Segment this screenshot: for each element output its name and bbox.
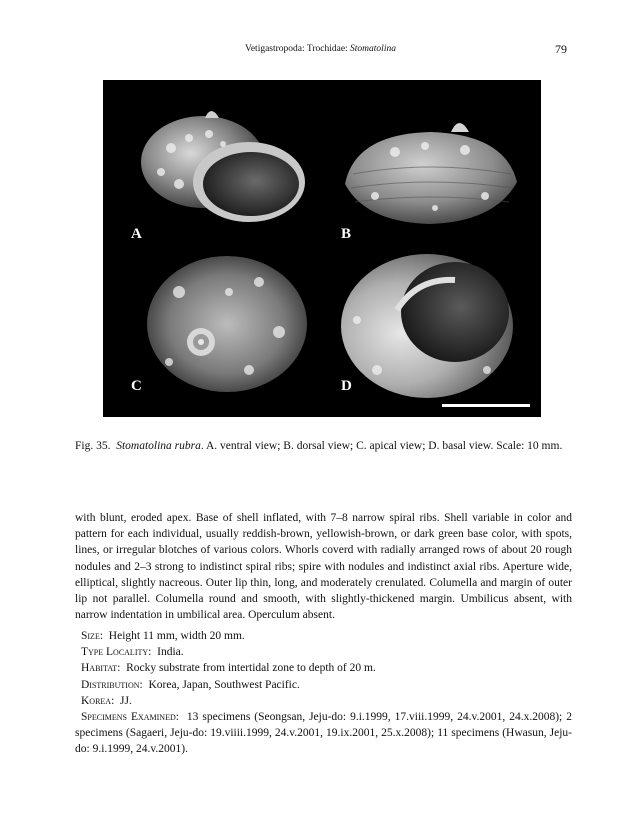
field-value: Rocky substrate from intertidal zone to depth of 20 m.	[126, 662, 376, 675]
field-distribution: Distribution: Korea, Japan, Southwest Pacific.	[81, 678, 300, 691]
field-key: Specimens Examined	[81, 711, 176, 724]
description-paragraph: with blunt, eroded apex. Base of shell inflated, with 7–8 narrow spiral ribs. Shell variable in color and pattern for each individual, usually reddish-brown, yellowish-brown, or dark green base color, with spots, lines, or irregular blotches of various colors. Whorls coverd with radially arranged rows of about 20 rough nodules and 2–3 strong to indistinct spiral ribs; spire with nodules and indistinct axial ribs. Aperture wide, elliptical, slightly nacreous. Outer lip thin, long, and moderately crenulated. Columella and margin of outer lip not parallel. Columella round and smooth, with slightly-thickened margin. Umbilicus absent, with narrow indentation in umbilical area. Operculum absent.	[75, 512, 572, 622]
field-value: JJ.	[120, 694, 132, 707]
running-title-prefix: Vetigastropoda: Trochidae:	[245, 44, 351, 54]
field-size: Size: Height 11 mm, width 20 mm.	[81, 630, 245, 642]
field-specimens-examined: Specimens Examined: 13 specimens (Seongsan, Jeju-do: 9.i.1999, 17.viii.1999, 24.v.2001, 24.x.2008); 2 specimens (Sagaeri, Jeju-do: 19.viiii.1999, 24.v.2001, 19.ix.2001, 25.x.2008); 11 specimens (Hwasun, Jeju-do: 9.i.1999, 24.v.2001).	[75, 711, 572, 756]
panel-label-b: B	[341, 226, 352, 242]
field-value: Korea, Japan, Southwest Pacific.	[148, 678, 300, 691]
panel-label-c: C	[131, 378, 142, 394]
field-key: Distribution	[81, 678, 140, 691]
shell-photo-b	[335, 104, 525, 234]
shell-photo-d	[337, 250, 517, 400]
shell-photo-a	[131, 100, 311, 230]
field-key: Size	[81, 630, 100, 642]
field-key: Korea	[81, 694, 112, 707]
figure-plate	[103, 80, 541, 417]
field-value: Height 11 mm, width 20 mm.	[108, 630, 245, 642]
field-value: 13 specimens (Seongsan, Jeju-do: 9.i.1999, 17.viii.1999, 24.v.2001, 24.x.2008); 2 specimens (Sagaeri, Jeju-do: 19.viiii.1999, 24.v.2001, 19.ix.2001, 25.x.2008); 11 specimens (Hwasun, Jeju-do: 9.i.1999, 24.v.2001).	[75, 711, 572, 756]
field-key: Type Locality	[81, 646, 149, 659]
panel-label-d: D	[341, 378, 352, 394]
page-number: 79	[555, 42, 567, 56]
shell-photo-c	[139, 252, 309, 392]
caption-species: Stomatolina rubra	[116, 440, 201, 452]
field-key: Habitat	[81, 662, 118, 675]
caption-fig-no: Fig. 35.	[75, 440, 111, 452]
field-value: India.	[157, 646, 184, 659]
running-title-genus: Stomatolina	[350, 44, 396, 54]
running-title	[0, 44, 641, 54]
scale-bar	[442, 404, 530, 407]
caption-text: . A. ventral view; B. dorsal view; C. apical view; D. basal view. Scale: 10 mm.	[200, 440, 563, 452]
field-korea: Korea: JJ.	[81, 694, 132, 707]
species-fields	[75, 628, 572, 758]
figure-caption	[75, 438, 570, 454]
panel-label-a: A	[131, 226, 142, 242]
field-type-locality: Type Locality: India.	[81, 646, 184, 659]
field-habitat: Habitat: Rocky substrate from intertidal zone to depth of 20 m.	[81, 662, 376, 675]
